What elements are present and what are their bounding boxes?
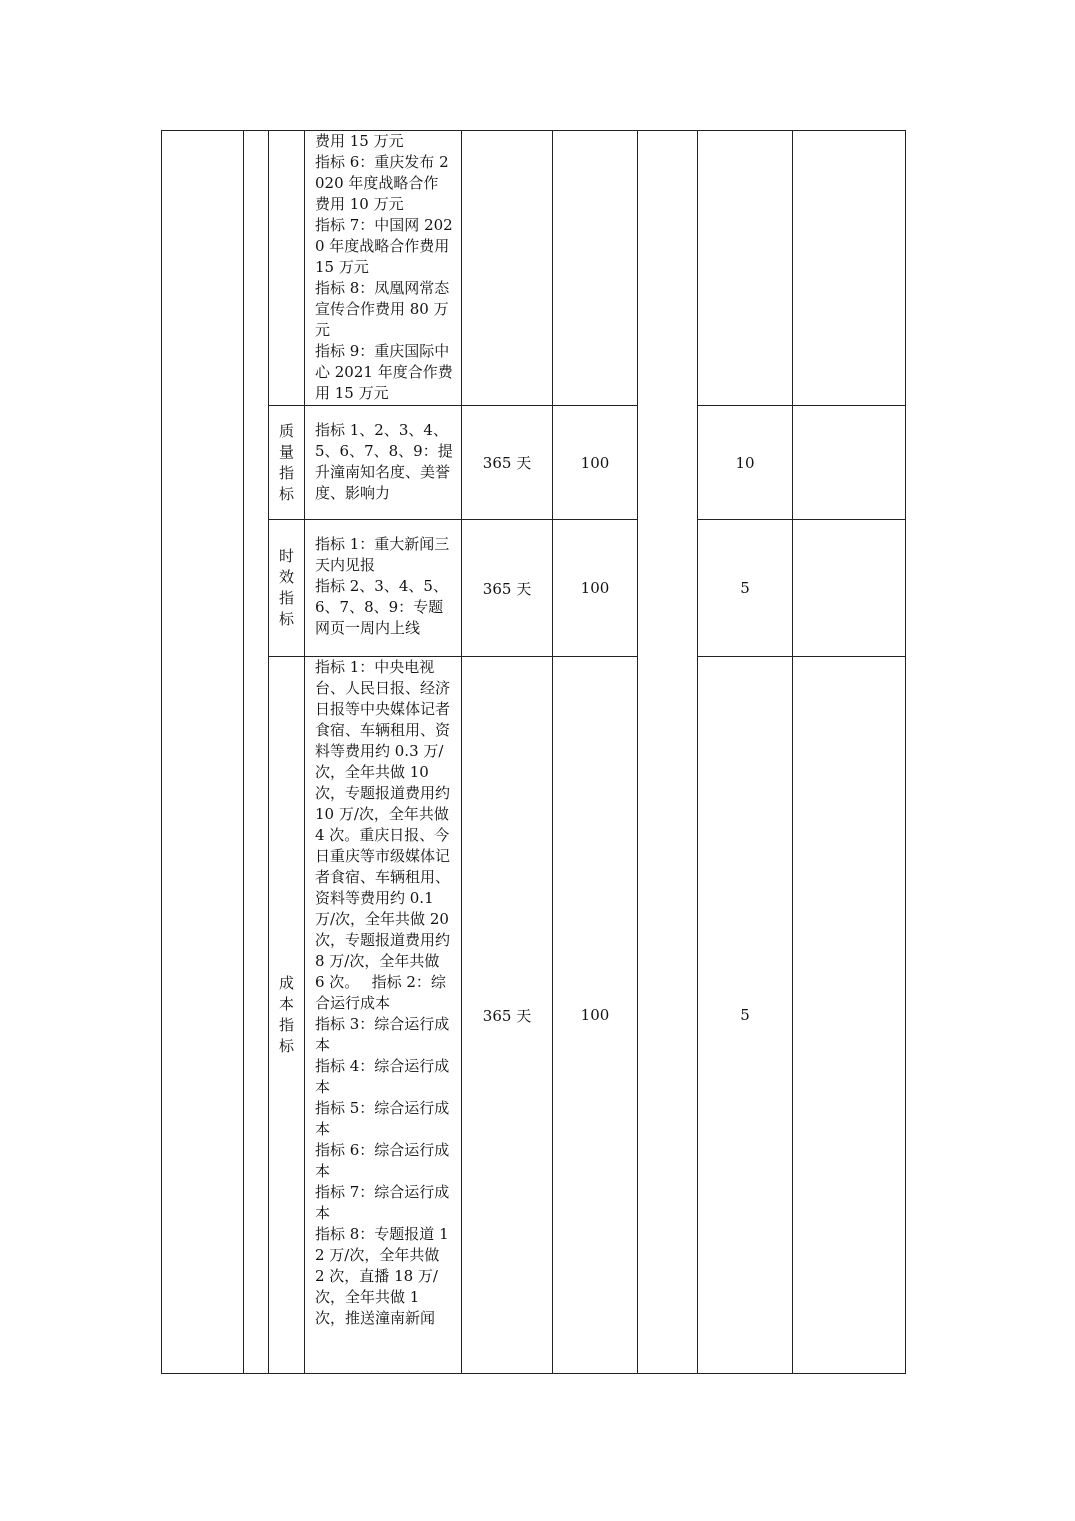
col-divider xyxy=(243,130,244,1374)
indicator-period: 365 天 xyxy=(482,579,532,598)
indicator-score: 5 xyxy=(740,579,750,597)
indicator-score: 5 xyxy=(740,1006,750,1024)
indicator-description: 指标 1：重大新闻三天内见报 指标 2、3、4、5、6、7、8、9：专题网页一周内上线 xyxy=(315,535,450,637)
indicator-period: 365 天 xyxy=(482,1006,532,1025)
col-divider xyxy=(637,130,638,1374)
indicator-description: 指标 1：中央电视台、人民日报、经济日报等中央媒体记者食宿、车辆租用、资料等费用约 0.3 万/次，全年共做 10 次，专题报道费用约 10 万/次，全年共做 4 次。重庆日报、今日重庆等市级媒体记者食宿、车辆租用、资料等费用约 0.1 万/次，全年共做 20 次，专题报道费用约 8 万/次，全年共做 6 次。 指标 2：综合运行成本 指标 3：综合运行成本 指标 4：综合运行成本 指标 5：综合运行成本 指标 6：综合运行成本 指标 7：综合运行成本 指标 8：专题报道 12 万/次，全年共做 2 次，直播 18 万/次，全年共做 1 次，推送潼南新闻 xyxy=(315,658,451,1327)
category-label: 时效指标 xyxy=(278,547,294,628)
indicator-value: 100 xyxy=(580,579,610,597)
table-bottom-border xyxy=(161,1373,906,1374)
indicator-category xyxy=(269,406,304,519)
indicator-period: 365 天 xyxy=(482,454,532,472)
category-label: 质量指标 xyxy=(278,421,294,503)
table-top-border xyxy=(161,130,906,131)
table-right-border xyxy=(905,130,906,1374)
table-left-border xyxy=(161,130,162,1374)
category-label: 成本指标 xyxy=(278,974,294,1055)
indicator-description: 费用 15 万元 指标 6：重庆发布 2020 年度战略合作费用 10 万元 指标 7：中国网 2020 年度战略合作费用 15 万元 指标 8：凤凰网常态宣传合作费用 80 万元 指标 9：重庆国际中心 2021 年度合作费用 15 万元 xyxy=(315,132,453,402)
indicator-value: 100 xyxy=(580,453,610,472)
col-divider xyxy=(792,130,793,1374)
indicator-value: 100 xyxy=(580,1006,610,1024)
indicator-category xyxy=(269,520,304,656)
indicator-description: 指标 1、2、3、4、5、6、7、8、9：提升潼南知名度、美誉度、影响力 xyxy=(315,421,453,502)
indicator-score: 10 xyxy=(735,453,755,472)
indicator-category xyxy=(269,657,304,1373)
